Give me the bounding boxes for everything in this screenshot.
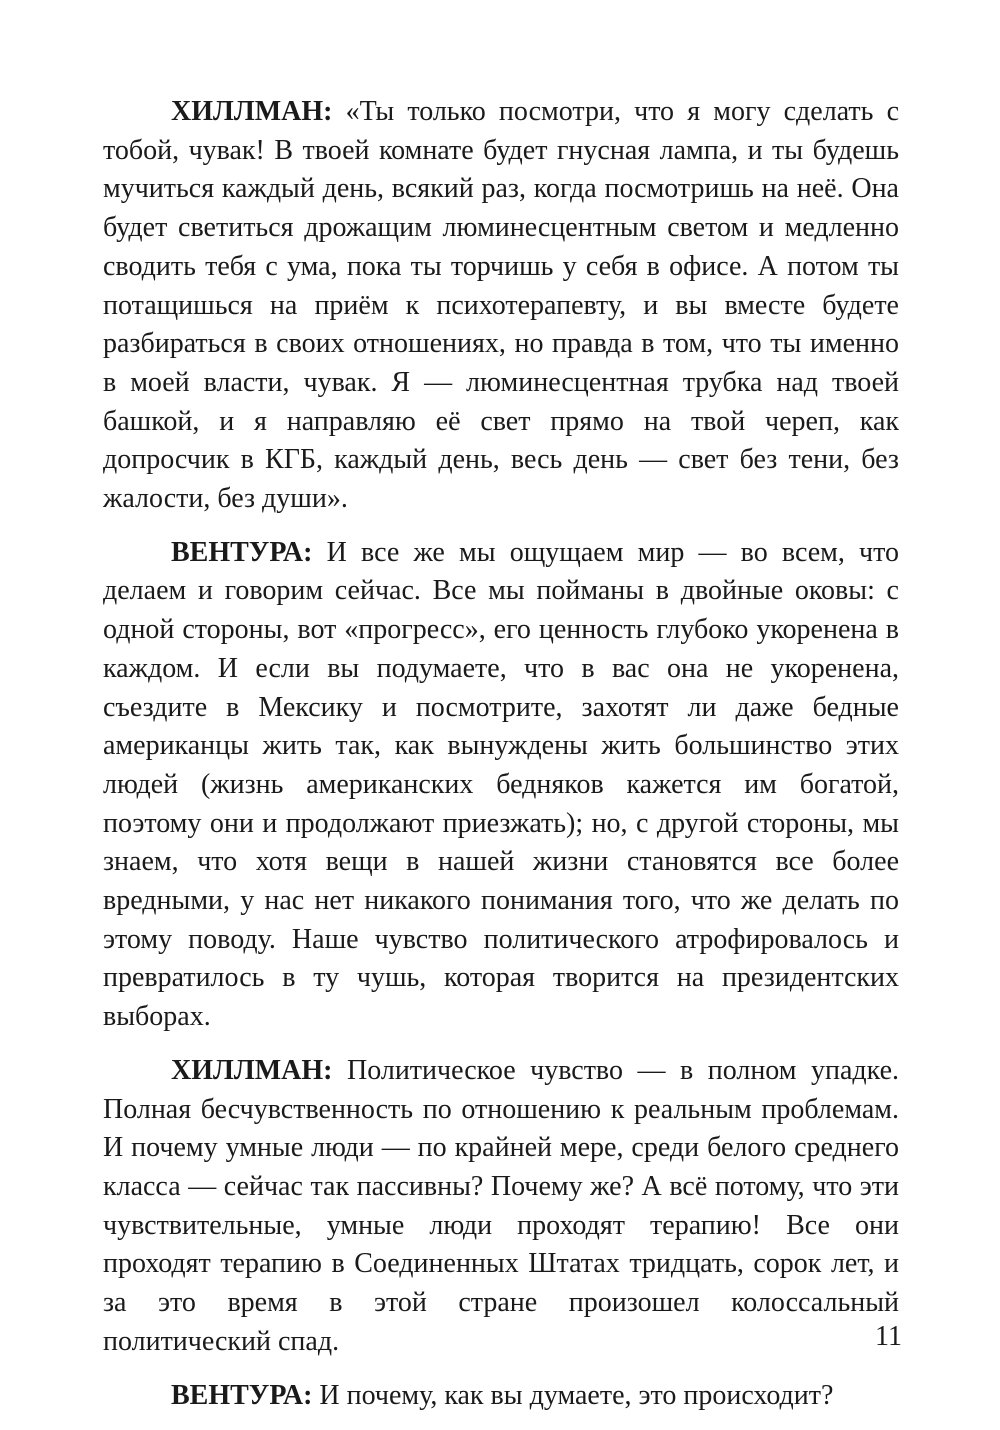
page-body xyxy=(103,93,899,1430)
speaker-name: ХИЛЛМАН: xyxy=(171,96,333,127)
speech-text: И почему, как вы думаете, это происходит? xyxy=(319,1379,834,1411)
speaker-name: ВЕНТУРА: xyxy=(171,1379,313,1411)
speaker-name: ВЕНТУРА: xyxy=(171,536,313,568)
speech-text: Политическое чувство — в полном упадке. Полная бесчувственность по отношению к реальным проблемам. И почему умные люди — по крайней мере, среди белого среднего класса — сейчас так пассивны? Почему же? А всё потому, что эти чувствительные, умные люди проходят терапию! Все они проходят терапию в Соединенных Штатах тридцать, сорок лет, и за это время в этой стране произошел колоссальный политический спад. xyxy=(103,1054,899,1357)
speaker-name: ХИЛЛМАН: xyxy=(171,1054,333,1086)
dialogue-paragraph xyxy=(103,93,899,519)
dialogue-paragraph xyxy=(103,534,899,1037)
speech-text: «Ты только посмотри, что я могу сделать с тобой, чувак! В твоей комнате будет гнусная лампа, и ты будешь мучиться каждый день, всякий раз, когда посмотришь на неё. Она будет светиться дрожащим люминесцентным светом и медленно сводить тебя с ума, пока ты торчишь у себя в офисе. А потом ты потащишься на приём к психотерапевту, и вы вместе будете разбираться в своих отношениях, но правда в том, что ты именно в моей власти, чувак. Я — люминесцентная трубка над твоей башкой, и я направляю её свет прямо на твой череп, как допросчик в КГБ, каждый день, весь день — свет без тени, без жалости, без души». xyxy=(103,96,899,515)
speech-text: И все же мы ощущаем мир — во всем, что делаем и говорим сейчас. Все мы пойманы в двойные оковы: с одной стороны, вот «прогресс», его ценность глубоко укоренена в каждом. И если вы подумаете, что в вас она не укоренена, съездите в Мексику и посмотрите, захотят ли даже бедные американцы жить так, как вынуждены жить большинство этих людей (жизнь американских бедняков кажется им богатой, поэтому они и продолжают приезжать); но, с другой стороны, мы знаем, что хотя вещи в нашей жизни становятся все более вредными, у нас нет никакого понимания того, что же делать по этому поводу. Наше чувство политического атрофировалось и превратилось в ту чушь, которая творится на президентских выборах. xyxy=(103,536,900,1033)
page-number: 11 xyxy=(875,1321,902,1352)
dialogue-paragraph xyxy=(103,1377,899,1416)
dialogue-paragraph xyxy=(103,1052,899,1362)
